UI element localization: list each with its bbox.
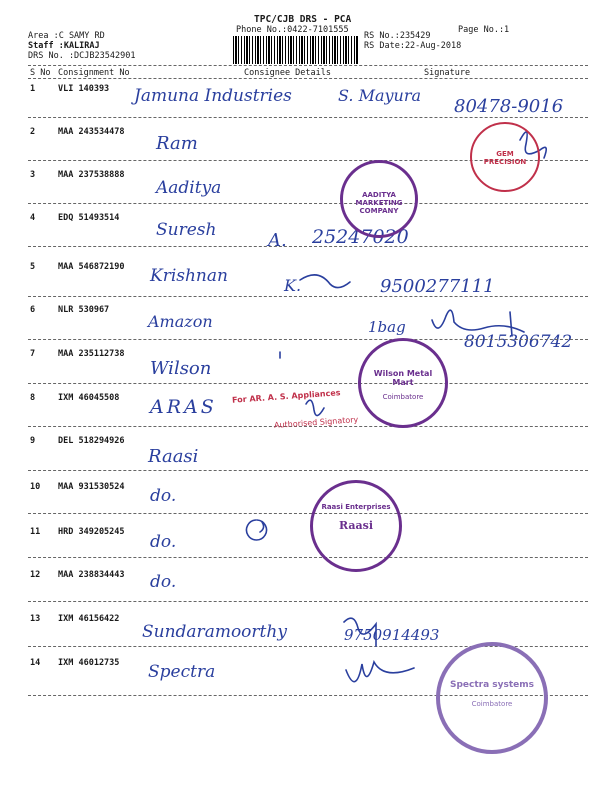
drs-number: DRS No. :DCJB23542901 — [28, 51, 136, 61]
stamp-text: GEM PRECISION — [483, 150, 527, 166]
row-sno: 5 — [30, 262, 36, 272]
row-sno: 12 — [30, 570, 41, 580]
row-consignment: MAA 237538888 — [58, 170, 125, 180]
row-consignment: IXM 46012735 — [58, 658, 120, 668]
col-consignment: Consignment No — [58, 68, 130, 78]
staff-label: Staff :KALIRAJ — [28, 41, 100, 51]
handwritten-note: 25247020 — [312, 226, 409, 248]
area-label: Area :C SAMY RD — [28, 31, 105, 41]
rs-number: RS No.:235429 — [364, 31, 431, 41]
row-consignment: VLI 140393 — [58, 84, 110, 94]
stamp-city: Coimbatore — [471, 700, 513, 708]
handwritten-note: 9500277111 — [380, 276, 495, 297]
row-sno: 11 — [30, 527, 41, 537]
consignee-handwriting: Suresh — [156, 220, 217, 240]
col-consignee: Consignee Details — [244, 68, 331, 78]
row-sno: 10 — [30, 482, 41, 492]
consignee-handwriting: Raasi — [148, 446, 199, 467]
stamp-city: Coimbatore — [382, 393, 424, 401]
consignee-handwriting: Aaditya — [156, 178, 222, 198]
row-consignment: MAA 235112738 — [58, 349, 125, 359]
row-consignment: DEL 518294926 — [58, 436, 125, 446]
row-sno: 1 — [30, 84, 36, 94]
row-consignment: MAA 243534478 — [58, 127, 125, 137]
stamp-text: For AR. A. S. Appliances — [231, 388, 341, 405]
signature: A. — [268, 230, 287, 251]
consignee-handwriting: do. — [150, 572, 177, 592]
stamp-subtext: Authorised Signatory — [273, 415, 359, 430]
row-consignment: NLR 530967 — [58, 305, 110, 315]
stamp-name: Raasi — [338, 519, 374, 532]
stamp-text: AADITYA MARKETING COMPANY — [355, 191, 403, 215]
row-sno: 13 — [30, 614, 41, 624]
stamp-text: Spectra systems — [449, 680, 535, 690]
signature: S. Mayura — [338, 86, 422, 105]
row-sno: 8 — [30, 393, 36, 403]
row-sno: 4 — [30, 213, 36, 223]
consignee-handwriting: Spectra — [148, 662, 216, 682]
consignee-handwriting: Jamuna Industries — [134, 86, 292, 106]
stamp-text: Wilson Metal Mart — [373, 369, 433, 387]
signature: K. — [284, 276, 302, 295]
company-stamp — [310, 480, 402, 572]
company-stamp — [470, 122, 540, 192]
rs-date: RS Date:22-Aug-2018 — [364, 41, 462, 51]
stamp-text: Raasi Enterprises — [321, 503, 391, 511]
row-sno: 7 — [30, 349, 36, 359]
col-sno: S No — [30, 68, 51, 78]
company-stamp — [358, 338, 448, 428]
company-stamp — [436, 642, 548, 754]
consignee-handwriting: do. — [150, 532, 177, 552]
row-consignment: HRD 349205245 — [58, 527, 125, 537]
handwritten-note: 80478-9016 — [454, 96, 564, 117]
col-signature: Signature — [424, 68, 471, 78]
row-sno: 2 — [30, 127, 36, 137]
row-consignment: MAA 238834443 — [58, 570, 125, 580]
consignee-handwriting: ARAS — [150, 396, 217, 418]
consignee-handwriting: Wilson — [150, 358, 212, 379]
row-consignment: IXM 46045508 — [58, 393, 120, 403]
row-consignment: MAA 546872190 — [58, 262, 125, 272]
consignee-handwriting: Ram — [156, 133, 198, 154]
consignee-handwriting: Amazon — [148, 312, 213, 331]
page-number: Page No.:1 — [458, 25, 510, 35]
consignee-handwriting: do. — [150, 486, 177, 506]
row-consignment: MAA 931530524 — [58, 482, 125, 492]
row-consignment: IXM 46156422 — [58, 614, 120, 624]
handwritten-note: 9750914493 — [344, 626, 440, 644]
row-sno: 6 — [30, 305, 36, 315]
document-title: TPC/CJB DRS - PCA — [254, 14, 352, 25]
consignee-handwriting: Sundaramoorthy — [142, 622, 287, 642]
row-sno: 3 — [30, 170, 36, 180]
row-sno: 14 — [30, 658, 41, 668]
row-consignment: EDQ 51493514 — [58, 213, 120, 223]
signature: 1bag — [368, 318, 406, 336]
company-stamp — [340, 160, 418, 238]
row-sno: 9 — [30, 436, 36, 446]
handwritten-note: 8015306742 — [464, 332, 573, 352]
phone-number: Phone No.:0422-7101555 — [236, 25, 349, 35]
consignee-handwriting: Krishnan — [150, 266, 228, 286]
